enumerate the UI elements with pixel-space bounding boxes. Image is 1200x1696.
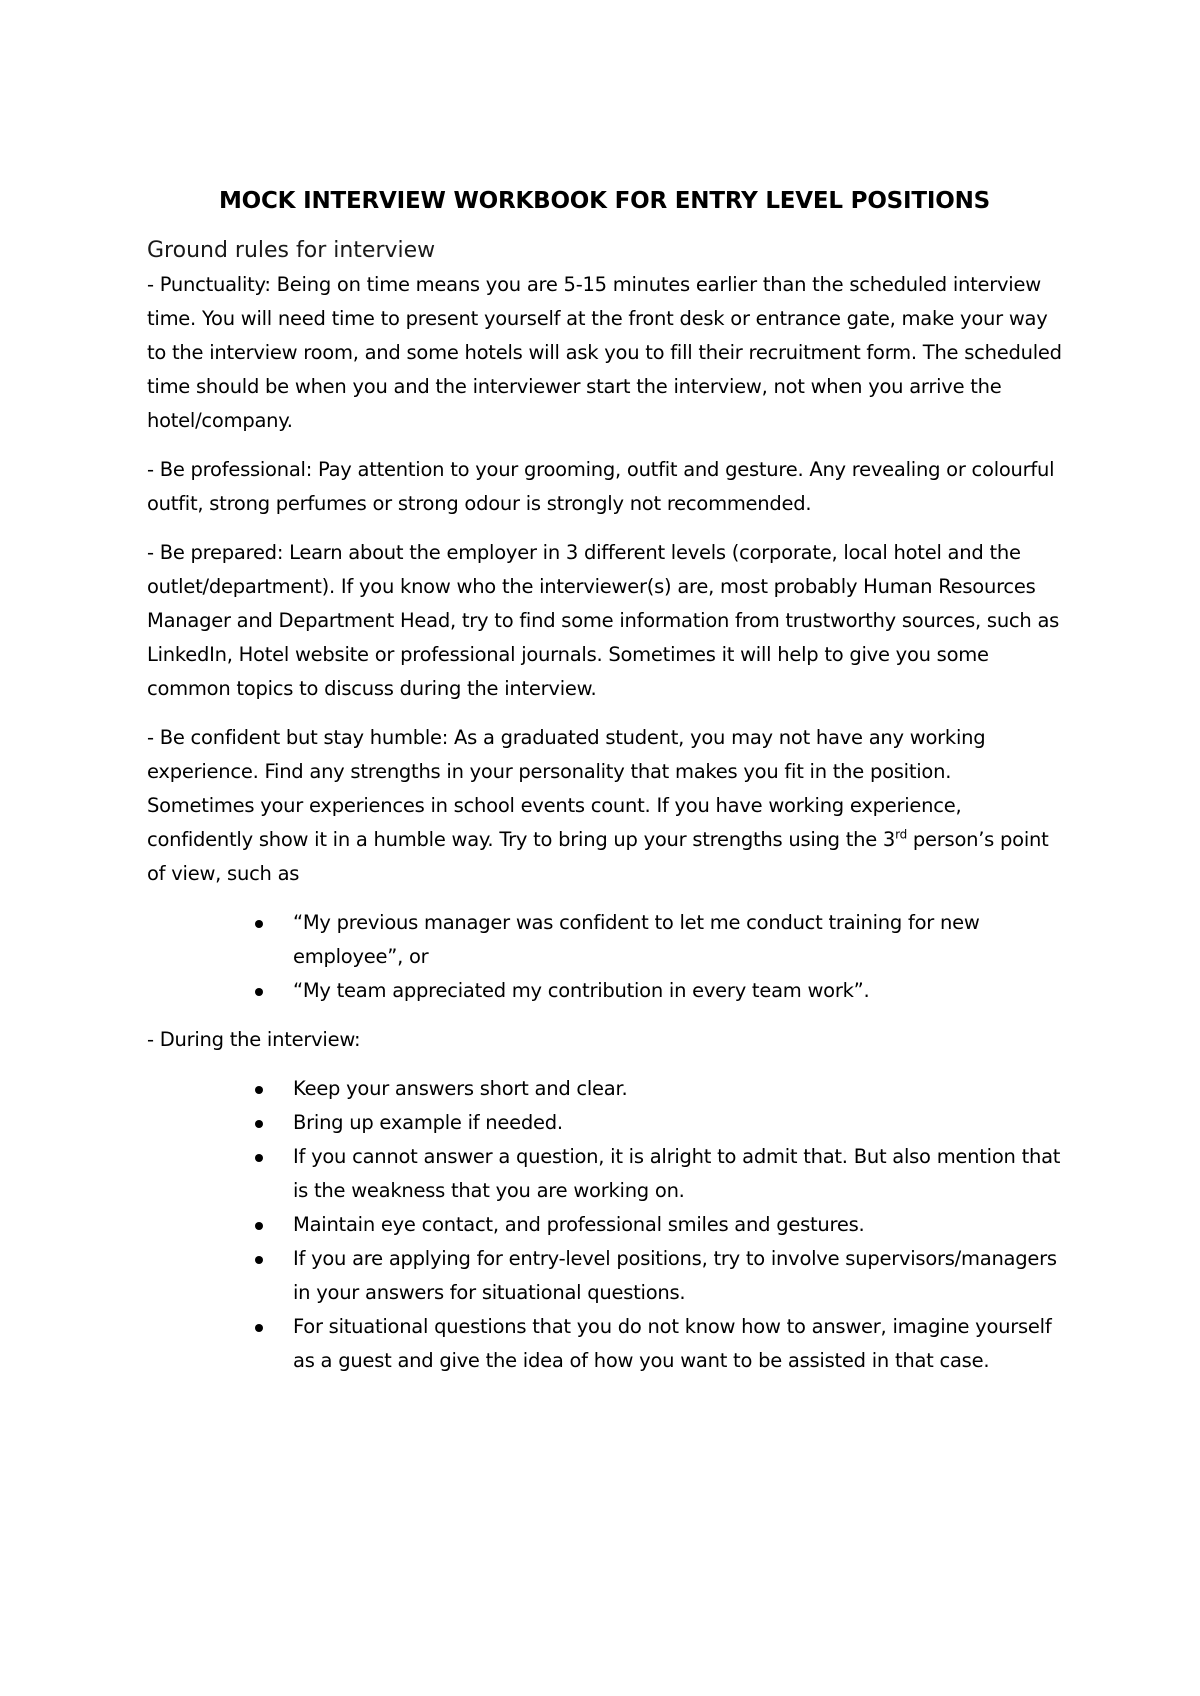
list-item-text: If you are applying for entry-level positions, try to involve supervisors/managers in your answers for situational questions. bbox=[293, 1247, 1057, 1304]
list-item bbox=[293, 1072, 1062, 1106]
list-item-text: Bring up example if needed. bbox=[293, 1111, 563, 1134]
punctuality-paragraph: - Punctuality: Being on time means you are 5-15 minutes earlier than the scheduled interview time. You will need time to present yourself at the front desk or entrance gate, make your way to the interview room, and some hotels will ask you to fill their recruitment form. The scheduled time should be when you and the interviewer start the interview, not when you arrive the hotel/company. bbox=[147, 273, 1062, 432]
during-interview-tips-list bbox=[147, 1072, 1062, 1378]
list-item-text: Keep your answers short and clear. bbox=[293, 1077, 628, 1100]
prepared-paragraph: - Be prepared: Learn about the employer in 3 different levels (corporate, local hotel and the outlet/department). If you know who the interviewer(s) are, most probably Human Resources Manager and Department Head, try to find some information from trustworthy sources, such as LinkedIn, Hotel website or professional journals. Sometimes it will help to give you some common topics to discuss during the interview. bbox=[147, 541, 1060, 700]
section-heading: Ground rules for interview bbox=[147, 238, 436, 263]
confident-examples-list bbox=[147, 906, 1062, 1008]
list-item bbox=[293, 974, 1062, 1008]
confident-text-start: - Be confident but stay humble: As a graduated student, you may not have any working experience. Find any strengths in your personality that makes you fit in the position. Sometimes your experiences in school events count. If you have working experience, confidently show it in a humble way. Try to bring up your strengths using the 3 bbox=[147, 726, 986, 851]
document-title: MOCK INTERVIEW WORKBOOK FOR ENTRY LEVEL POSITIONS bbox=[218, 188, 991, 214]
bullet-icon bbox=[255, 1256, 263, 1264]
bullet-icon bbox=[255, 1154, 263, 1162]
list-item bbox=[293, 1140, 1062, 1208]
bullet-icon bbox=[255, 1086, 263, 1094]
list-item bbox=[293, 1208, 1062, 1242]
bullet-icon bbox=[255, 920, 263, 928]
bullet-icon bbox=[255, 1222, 263, 1230]
list-item bbox=[293, 1106, 1062, 1140]
bullet-icon bbox=[255, 1324, 263, 1332]
list-item bbox=[293, 906, 1062, 974]
professional-paragraph: - Be professional: Pay attention to your grooming, outfit and gesture. Any revealing or colourful outfit, strong perfumes or strong odour is strongly not recommended. bbox=[147, 458, 1055, 515]
ordinal-superscript: rd bbox=[895, 827, 907, 842]
during-interview-paragraph: - During the interview: bbox=[147, 1028, 361, 1051]
list-item-text: If you cannot answer a question, it is alright to admit that. But also mention that is the weakness that you are working on. bbox=[293, 1145, 1061, 1202]
list-item-text: “My previous manager was confident to let me conduct training for new employee”, or bbox=[293, 911, 980, 968]
list-item bbox=[293, 1242, 1062, 1310]
list-item-text: Maintain eye contact, and professional smiles and gestures. bbox=[293, 1213, 865, 1236]
confident-paragraph bbox=[147, 721, 1062, 891]
list-item-text: “My team appreciated my contribution in every team work”. bbox=[293, 979, 870, 1002]
bullet-icon bbox=[255, 988, 263, 996]
list-item bbox=[293, 1310, 1062, 1378]
list-item-text: For situational questions that you do not know how to answer, imagine yourself as a guest and give the idea of how you want to be assisted in that case. bbox=[293, 1315, 1052, 1372]
document-body bbox=[147, 186, 1062, 1378]
confident-text-end: person’s point of view, such as bbox=[147, 828, 1049, 885]
bullet-icon bbox=[255, 1120, 263, 1128]
